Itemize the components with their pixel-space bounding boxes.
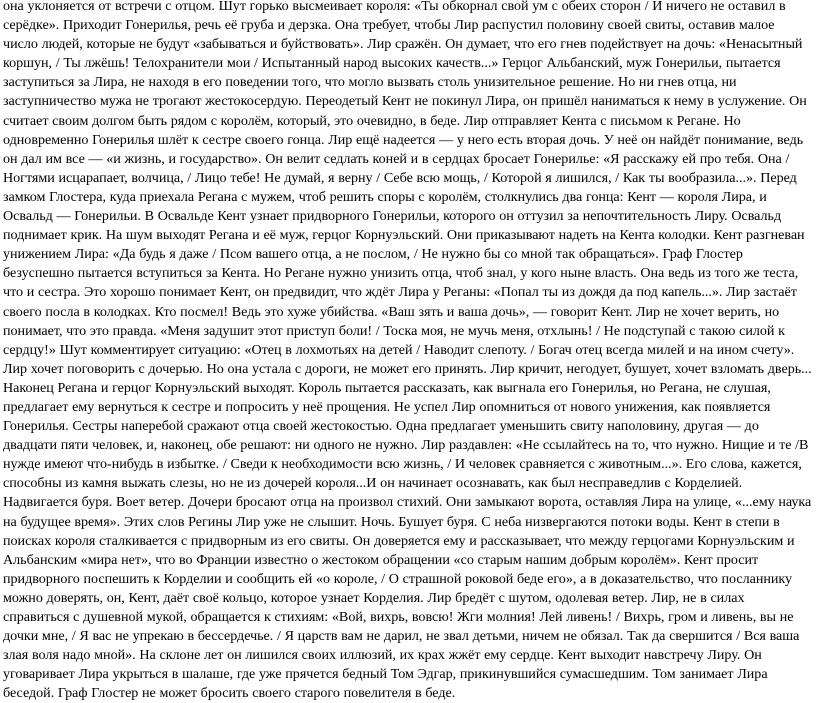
body-paragraph: она уклоняется от встречи с отцом. Шут горько высмеивает короля: «Ты обкорнал свой ум с обеих сторон / И ничего не оставил в серёдке». Приходит Гонерилья, речь её груба и дерзка. Она требует, чтобы Лир распустил половину своей свиты, оставив малое число людей, которые не будут «забываться и буйствовать». Лир сражён. Он думает, что его гнев подействует на дочь: «Ненасытный коршун, / Ты лжёшь! Телохранители мои / Испытанный народ высоких качеств...» Герцог Альбанский, муж Гонерильи, пытается заступиться за Лира, не находя в его поведении того, что могло вызвать столь унизительное решение. Но ни гнев отца, ни заступничество мужа не трогают жестокосердую. Переодетый Кент не покинул Лира, он пришёл наниматься к нему в услужение. Он считает своим долгом быть рядом с королём, который, это очевидно, в беде. Лир отправляет Кента с письмом к Регане. Но одновременно Гонерилья шлёт к сестре своего гонца. Лир ещё надеется — у него есть вторая дочь. У неё он найдёт понимание, ведь он дал им все — «и жизнь, и государство». Он велит седлать коней и в сердцах бросает Гонерилье: «Я расскажу ей про тебя. Она / Ногтями исцарапает, волчица, / Лицо тебе! Не думай, я верну / Себе всю мощь, / Которой я лишился, / Как ты вообразила...». Перед замком Глостера, куда приехала Регана с мужем, чтоб решить споры с королём, столкнулись два гонца: Кент — короля Лира, и Освальд — Гонерильи. В Освальде Кент узнает придворного Гонерильи, которого он оттузил за непочтительность Лиру. Освальд поднимает крик. На шум выходят Регана и её муж, герцог Корнуэльский. Они приказывают надеть на Кента колодки. Кент разгневан унижением Лира: «Да будь я даже / Псом вашего отца, а не послом, / Не нужно бы со мной так обращаться». Граф Глостер безуспешно пытается вступиться за Кента. Но Регане нужно унизить отца, чтоб знал, у кого ныне власть. Она ведь из того же теста, что и сестра. Это хорошо понимает Кент, он предвидит, что ждёт Лира у Реганы: «Попал ты из дождя да под капель...». Лир застаёт своего посла в колодках. Кто посмел! Ведь это хуже убийства. «Ваш зять и ваша дочь», — говорит Кент. Лир не хочет верить, но понимает, что это правда. «Меня задушит этот приступ боли! / Тоска моя, не мучь меня, отхлынь! / Не подступай с такою силой к сердцу!» Шут комментирует ситуацию: «Отец в лохмотьях на детей / Наводит слепоту. / Богач отец всегда милей и на ином счету». Лир хочет поговорить с дочерью. Но она устала с дороги, не может его принять. Лир кричит, негодует, бушует, хочет взломать дверь... Наконец Регана и герцог Корнуэльский выходят. Король пытается рассказать, как выгнала его Гонерилья, но Регана, не слушая, предлагает ему вернуться к сестре и попросить у неё прощения. Не успел Лир опомниться от нового унижения, как появляется Гонерилья. Сестры наперебой сражают отца своей жестокостью. Одна предлагает уменьшить свиту наполовину, другая — до двадцати пяти человек, и, наконец, обе решают: ни одного не нужно. Лир раздавлен: «Не ссылайтесь на то, что нужно. Нищие и те /В нужде имеют что-нибудь в избытке. / Сведи к необходимости всю жизнь, / И человек сравняется с животным...». Его слова, кажется, способны из камня выжать слезы, но не из дочерей короля...И он начинает осознавать, как был несправедлив с Корделией. Надвигается буря. Воет ветер. Дочери бросают отца на произвол стихий. Они замыкают ворота, оставляя Лира на улице, «...ему наука на будущее время». Этих слов Регины Лир уже не слышит. Ночь. Бушует буря. С неба низвергаются потоки воды. Кент в степи в поисках короля сталкивается с придворным из его свиты. Он доверяется ему и рассказывает, что между герцогами Корнуэльским и Альбанским «мира нет», что во Франции известно о жестоком обращении «со старым нашим добрым королём». Кент просит придворного поспешить к Корделии и сообщить ей «о короле, / О страшной роковой беде его», а в доказательство, что посланнику можно доверять, он, Кент, даёт своё кольцо, которое узнает Корделия. Лир бредёт с шутом, одолевая ветер. Лир, не в силах справиться с душевной мукой, обращается к стихиям: «Вой, вихрь, вовсю! Жги молния! Лей ливень! / Вихрь, гром и ливень, вы не дочки мне, / Я вас не упрекаю в бессердечье. / Я царств вам не дарил, не звал детьми, ничем не обязал. Так да свершится / Вся ваша злая воля надо мной». На склоне лет он лишился своих иллюзий, их крах жжёт ему сердце. Кент выходит навстречу Лиру. Он уговаривает Лира укрыться в шалаше, где уже прячется бедный Том Эдгар, прикинувшийся сумасшедшим. Том занимает Лира беседой. Граф Глостер не может бросить своего старого повелителя в беде. bbox=[3, 0, 812, 702]
